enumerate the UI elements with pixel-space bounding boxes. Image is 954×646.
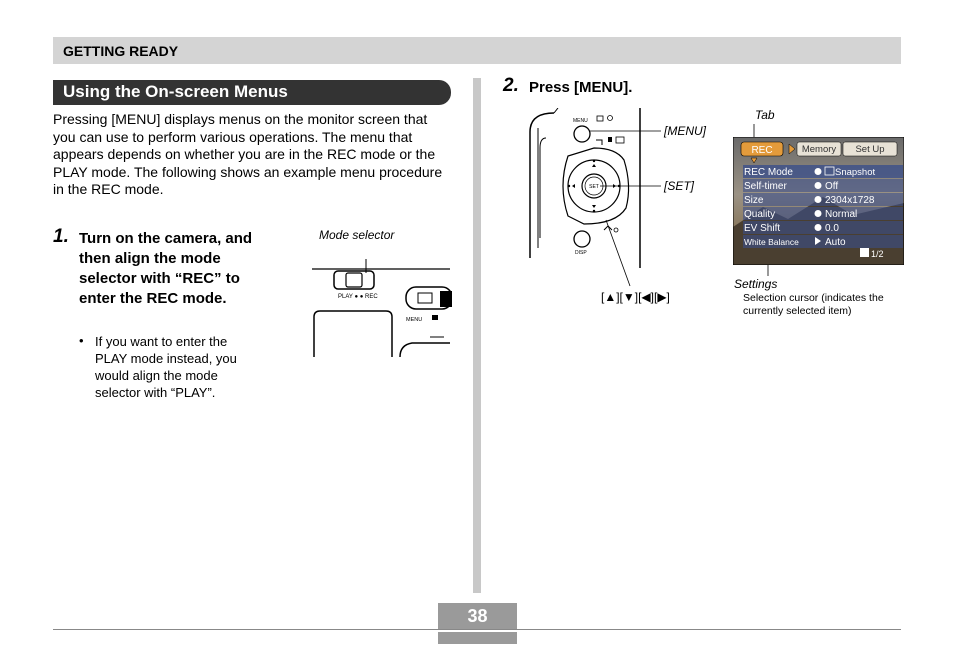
set-label: SET <box>589 184 599 190</box>
lcd-row-label: White Balance <box>744 237 799 247</box>
page-number: 38 <box>467 606 488 626</box>
header-title: GETTING READY <box>63 43 179 59</box>
lcd-row-label: EV Shift <box>744 223 781 234</box>
tab-callout: Tab <box>755 108 775 122</box>
lcd-row-value: Snapshot <box>835 167 876 178</box>
intro-paragraph: Pressing [MENU] displays menus on the monitor screen that you can use to perform various operations. The menu that appears depends on whether you are in the REC mode or the PLAY mode. The following shows an example menu procedure in the REC mode. <box>53 111 443 197</box>
lcd-row-value: 2304x1728 <box>825 195 875 206</box>
step-2-text: Press [MENU]. <box>529 79 633 96</box>
selection-cursor-note: Selection cursor (indicates the currently selected item) <box>743 292 884 317</box>
section-title: Using the On-screen Menus <box>63 82 288 101</box>
header-bar <box>53 37 901 64</box>
lcd-row-value: Normal <box>825 209 858 220</box>
lcd-row-value: 0.0 <box>825 223 839 234</box>
menu-callout: [MENU] <box>664 124 706 138</box>
arrows-callout: [▲][▼][◀][▶] <box>601 290 670 304</box>
page-number-box-lower <box>438 632 517 644</box>
step-1-bullet-text: If you want to enter the PLAY mode instead, you would align the mode selector with “PLAY”. <box>95 334 237 400</box>
lcd-row-label: Size <box>744 195 764 206</box>
menu-button[interactable] <box>574 126 590 142</box>
section-heading <box>53 80 451 105</box>
page-number-box <box>438 603 517 629</box>
lcd-row-label: REC Mode <box>744 167 793 178</box>
mode-selector-caption: Mode selector <box>319 228 395 242</box>
lcd-menu-screen <box>733 137 904 265</box>
lcd-page-indicator: 1/2 <box>871 249 884 259</box>
settings-callout: Settings <box>734 277 778 291</box>
camera-menu-text: MENU <box>573 118 588 124</box>
step-1-number: 1. <box>53 226 69 247</box>
disp-button[interactable] <box>574 231 590 247</box>
play-rec-label: PLAY ● ● REC <box>338 294 378 300</box>
column-divider <box>473 78 481 593</box>
menu-label-small: MENU <box>406 317 423 323</box>
camera-back-illustration <box>524 108 644 268</box>
mode-selector-illustration <box>312 245 452 357</box>
step-1-text: Turn on the camera, and then align the mode selector with “REC” to enter the REC mode. <box>79 230 253 307</box>
step-2-number: 2. <box>503 75 519 96</box>
lcd-row-label: Quality <box>744 209 776 220</box>
lcd-tab-memory: Memory <box>801 144 837 155</box>
footer-rule <box>53 629 901 630</box>
bullet-marker: • <box>79 333 84 348</box>
lcd-row-value: Off <box>825 181 839 192</box>
set-callout: [SET] <box>664 179 695 193</box>
disp-label: DISP <box>575 250 587 256</box>
lcd-tab-rec: REC <box>751 145 773 156</box>
lcd-row-value: Auto <box>825 237 846 248</box>
lcd-tab-setup: Set Up <box>855 144 885 155</box>
lcd-row-label: Self-timer <box>744 181 787 192</box>
